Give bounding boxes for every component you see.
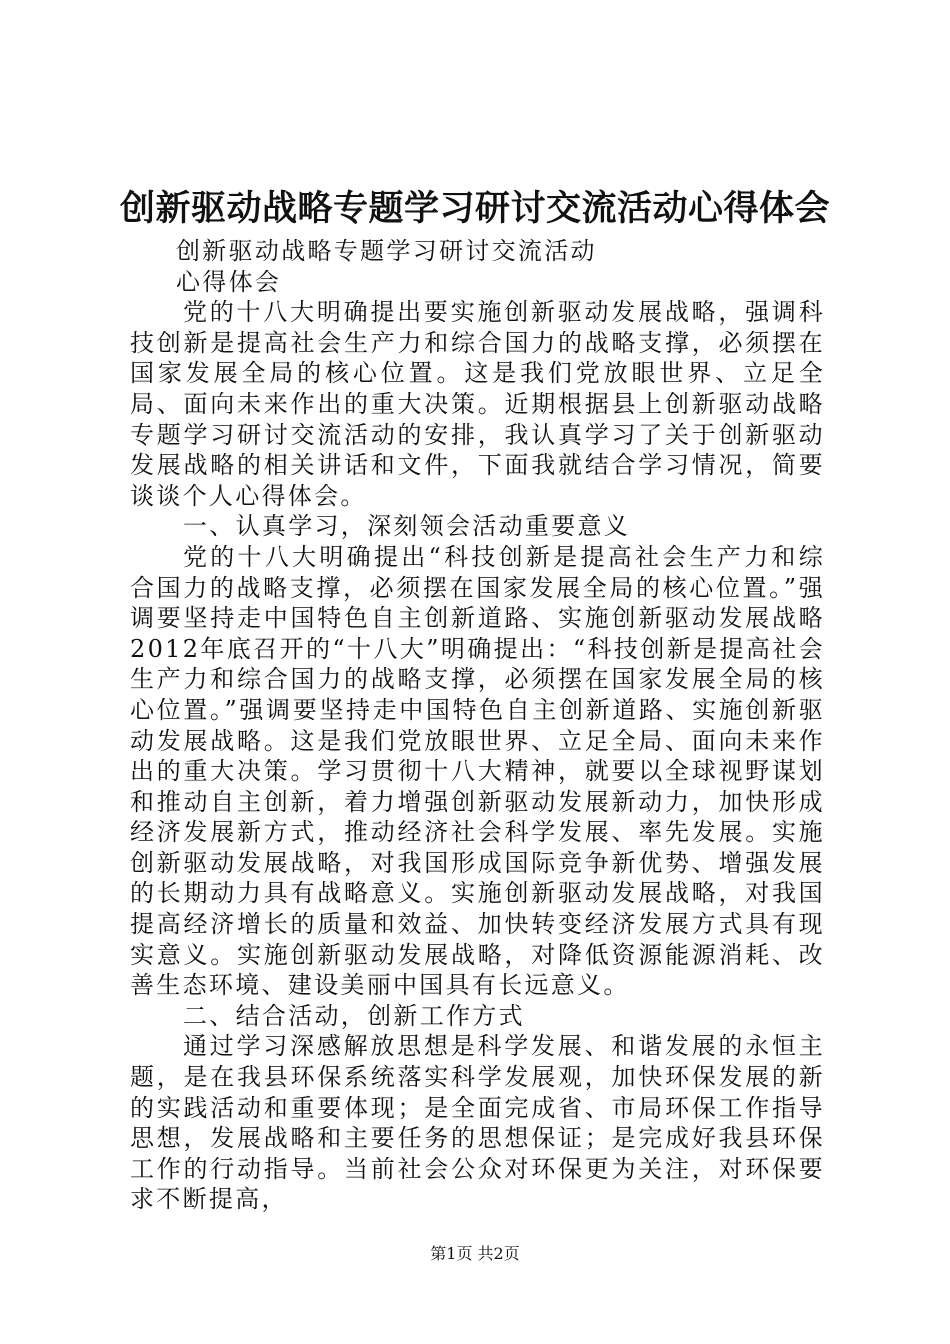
- section-heading-1: 一、认真学习，深刻领会活动重要意义: [183, 512, 631, 541]
- section-heading-2: 二、结合活动，创新工作方式: [183, 1001, 525, 1030]
- section-1-paragraph: 党的十八大明确提出“科技创新是提高社会生产力和综合国力的战略支撑，必须摆在国家发展全局的核心位置。”强调要坚持走中国特色自主创新道路、实施创新驱动发展战略 2012年底召开的“十八大”明确提出：“科技创新是提高社会生产力和综合国力的战略支撑，必须摆在国家发展全局的核心位置。”强调要坚持走中国特色自主创新道路、实施创新驱动发展战略。这是我们党放眼世界、立足全局、面向未来作出的重大决策。学习贯彻十八大精神，就要以全球视野谋划和推动自主创新，着力增强创新驱动发展新动力，加快形成经济发展新方式，推动经济社会科学发展、率先发展。实施创新驱动发展战略，对我国形成国际竞争新优势、增强发展的长期动力具有战略意义。实施创新驱动发展战略，对我国提高经济增长的质量和效益、加快转变经济发展方式具有现实意义。实施创新驱动发展战略，对降低资源能源消耗、改善生态环境、建设美丽中国具有长远意义。: [130, 542, 825, 1000]
- section-2-paragraph: 通过学习深感解放思想是科学发展、和谐发展的永恒主题，是在我县环保系统落实科学发展观，加快环保发展的新的实践活动和重要体现；是全面完成省、市局环保工作指导思想，发展战略和主要任务的思想保证；是完成好我县环保工作的行动指导。当前社会公众对环保更为关注，对环保要求不断提高，: [130, 1032, 825, 1214]
- document-body: [130, 236, 825, 1215]
- document-title: 创新驱动战略专题学习研讨交流活动心得体会: [119, 188, 830, 229]
- subtitle-line-1: 创新驱动战略专题学习研讨交流活动: [176, 237, 597, 265]
- page-footer: 第1页 共2页: [430, 1244, 520, 1263]
- subtitle-line-2: 心得体会: [176, 267, 282, 296]
- intro-paragraph: 党的十八大明确提出要实施创新驱动发展战略，强调科技创新是提高社会生产力和综合国力的战略支撑，必须摆在国家发展全局的核心位置。这是我们党放眼世界、立足全局、面向未来作出的重大决策。近期根据县上创新驱动战略专题学习研讨交流活动的安排，我认真学习了关于创新驱动发展战略的相关讲话和文件，下面我就结合学习情况，简要谈谈个人心得体会。: [130, 298, 825, 510]
